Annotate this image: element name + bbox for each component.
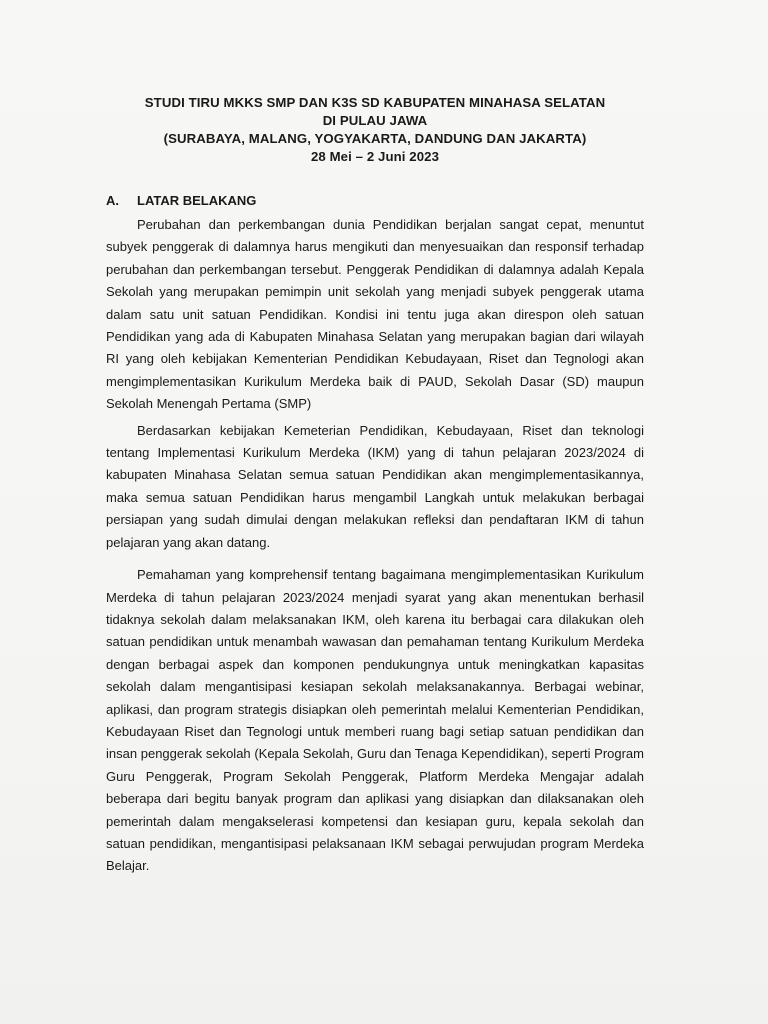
section-heading-text: LATAR BELAKANG <box>137 193 257 208</box>
section-letter: A. <box>106 193 119 208</box>
paragraph-1: Perubahan dan perkembangan dunia Pendidikan berjalan sangat cepat, menuntut subyek penggerak di dalamnya harus mengikuti dan menyesuaikan dan responsif terhadap perubahan dan perkembangan tersebut. Penggerak Pendidikan di dalamnya adalah Kepala Sekolah yang merupakan pemimpin unit sekolah yang menjadi subyek penggerak utama dalam satu unit satuan Pendidikan. Kondisi ini tentu juga akan direspon oleh satuan Pendidikan yang ada di Kabupaten Minahasa Selatan yang merupakan bagian dari wilayah RI yang oleh kebijakan Kementerian Pendidikan Kebudayaan, Riset dan Tegnologi akan mengimplementasikan Kurikulum Merdeka baik di PAUD, Sekolah Dasar (SD) maupun Sekolah Menengah Pertama (SMP) <box>106 217 644 412</box>
title-line-4: 28 Mei – 2 Juni 2023 <box>310 149 440 164</box>
section-heading <box>106 192 644 210</box>
paragraph-2: Berdasarkan kebijakan Kemeterian Pendidikan, Kebudayaan, Riset dan teknologi tentang Implementasi Kurikulum Merdeka (IKM) yang di tahun pelajaran 2023/2024 di kabupaten Minahasa Selatan semua satuan Pendidikan akan mengimplementasikannya, maka semua satuan Pendidikan harus mengambil Langkah untuk melakukan berbagai persiapan yang sudah dimulai dengan melakukan refleksi dan pendaftaran IKM di tahun pelajaran yang akan datang. <box>106 422 644 550</box>
title-line-2: DI PULAU JAWA <box>322 113 428 128</box>
title-line-1: STUDI TIRU MKKS SMP DAN K3S SD KABUPATEN MINAHASA SELATAN <box>144 95 606 110</box>
title-line-3: (SURABAYA, MALANG, YOGYAKARTA, DANDUNG DAN JAKARTA) <box>163 131 587 146</box>
document-body <box>106 94 644 878</box>
document-title <box>106 94 644 166</box>
paragraph-3: Pemahaman yang komprehensif tentang bagaimana mengimplementasikan Kurikulum Merdeka di tahun pelajaran 2023/2024 menjadi syarat yang akan menentukan berhasil tidaknya sekolah dalam melaksanakan IKM, oleh karena itu berbagai cara dilakukan oleh satuan pendidikan untuk menambah wawasan dan pemahaman tentang Kurikulum Merdeka dengan berbagai aspek dan komponen pendukungnya untuk meningkatkan kapasitas sekolah dalam mengantisipasi kesiapan sekolah melaksanakannya. Berbagai webinar, aplikasi, dan program strategis disiapkan oleh pemerintah melalui Kementerian Pendidikan, Kebudayaan Riset dan Tegnologi untuk memberi ruang bagi setiap satuan pendidikan dan insan penggerak sekolah (Kepala Sekolah, Guru dan Tenaga Kependidikan), seperti Program Guru Penggerak, Program Sekolah Penggerak, Platform Merdeka Mengajar adalah beberapa dari begitu banyak program dan aplikasi yang disiapkan dan dilaksanakan oleh pemerintah dalam mengakselerasi kompetensi dan kesiapan guru, kepala sekolah dan satuan pendidikan, mengantisipasi pelaksanaan IKM sebagai perwujudan program Merdeka Belajar. <box>106 567 644 874</box>
